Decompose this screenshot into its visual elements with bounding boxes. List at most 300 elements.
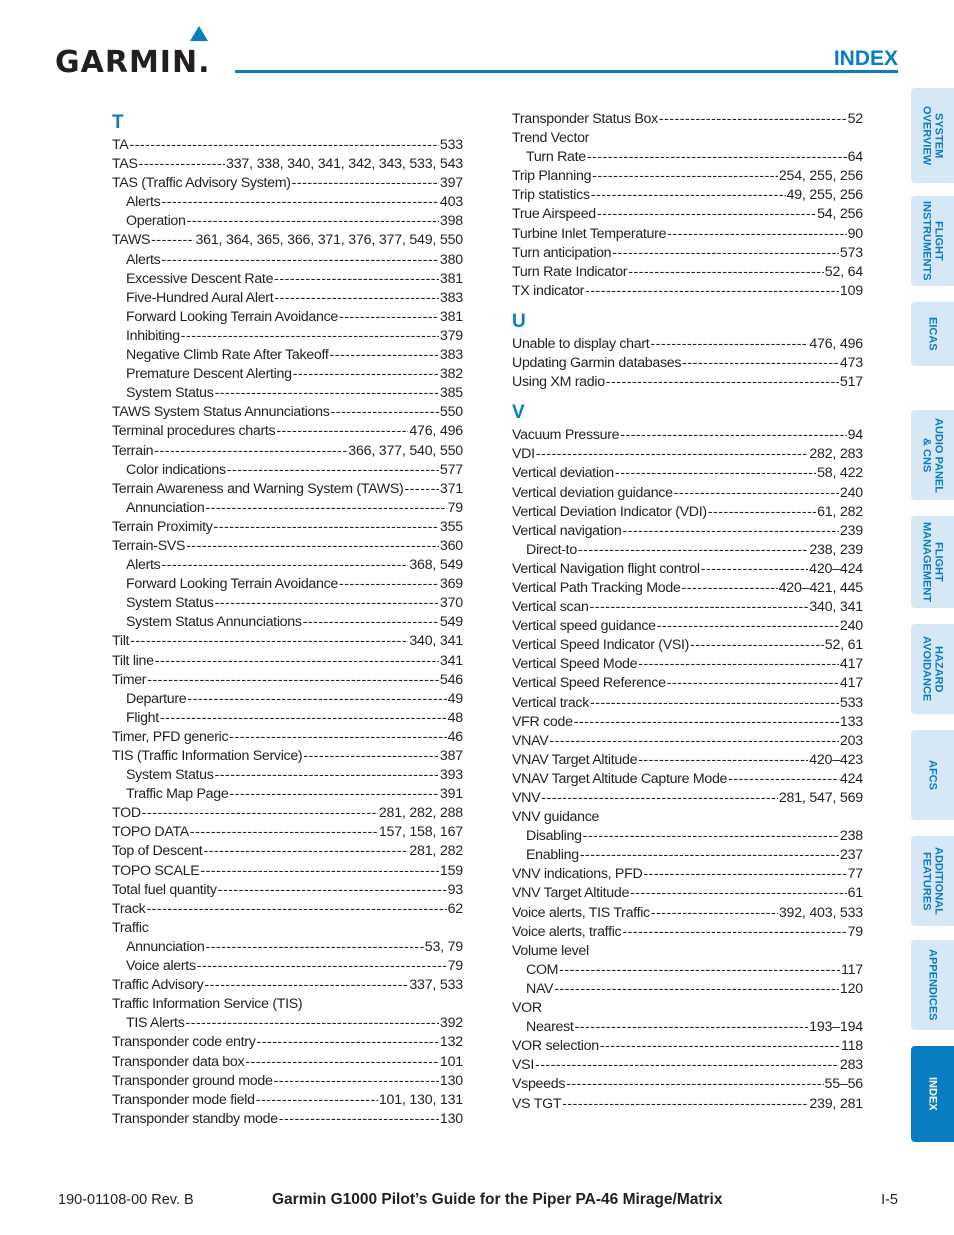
index-term: Enabling <box>526 847 579 864</box>
dash-leader <box>690 636 824 655</box>
dash-leader <box>535 1056 839 1075</box>
index-term: Vertical Speed Mode <box>512 656 638 673</box>
index-page-refs[interactable]: 133 <box>839 713 863 730</box>
index-entry <box>512 942 863 961</box>
index-page-refs[interactable]: 118 <box>840 1038 863 1055</box>
dash-leader <box>229 785 438 804</box>
section-tab-label: APPENDICES <box>926 949 939 1021</box>
index-page-refs[interactable]: 550 <box>439 404 463 421</box>
doc-title: Garmin G1000 Pilot’s Guide for the Piper PA-46 Mirage/Matrix <box>272 1191 723 1208</box>
index-page-refs[interactable]: 340, 341 <box>809 599 863 616</box>
index-page-refs[interactable]: 577 <box>439 461 463 478</box>
index-page-refs[interactable]: 385 <box>439 385 463 402</box>
index-entry <box>112 480 463 499</box>
dash-leader <box>215 766 439 785</box>
index-term: VSI <box>512 1057 534 1074</box>
index-term: Turn Rate <box>526 149 586 166</box>
index-term: VFR code <box>512 713 573 730</box>
index-page-refs[interactable]: 238, 239 <box>809 541 863 558</box>
index-subentry <box>112 556 463 575</box>
dash-leader <box>186 537 439 556</box>
index-page-refs[interactable]: 368, 549 <box>409 557 463 574</box>
index-page-refs[interactable]: 369 <box>439 576 463 593</box>
index-term: Using XM radio <box>512 374 605 391</box>
index-page-refs[interactable]: 109 <box>839 282 863 299</box>
dash-leader <box>187 212 439 231</box>
index-page-refs[interactable]: 397 <box>439 175 463 192</box>
index-page-refs[interactable]: 238 <box>839 828 863 845</box>
index-page-refs[interactable]: 337, 338, 340, 341, 342, 343, 533, 543 <box>226 156 463 173</box>
index-term: Tilt line <box>112 652 154 669</box>
index-term: Trip statistics <box>512 187 590 204</box>
index-page-refs[interactable]: 420–423 <box>809 751 863 768</box>
index-entry <box>112 747 463 766</box>
index-subentry <box>512 148 863 167</box>
index-term: VNV indications, PFD <box>512 866 643 883</box>
section-tab[interactable] <box>911 196 954 286</box>
index-term: TAWS System Status Annunciations <box>112 404 330 421</box>
index-page-refs[interactable]: 239, 281 <box>809 1095 863 1112</box>
dash-leader <box>615 464 816 483</box>
index-page-refs[interactable]: 517 <box>839 374 863 391</box>
index-entry <box>112 1053 463 1072</box>
index-page-refs[interactable]: 55–56 <box>824 1076 863 1093</box>
index-entry <box>112 652 463 671</box>
index-entry <box>512 770 863 789</box>
index-entry <box>112 900 463 919</box>
index-page-refs[interactable]: 159 <box>439 862 463 879</box>
index-entry <box>112 632 463 651</box>
index-page-refs[interactable]: 424 <box>839 770 863 787</box>
dash-leader <box>274 270 439 289</box>
dash-leader <box>536 445 809 464</box>
index-term: Forward Looking Terrain Avoidance <box>126 576 338 593</box>
index-page-refs[interactable]: 52 <box>847 111 863 127</box>
index-entry <box>512 636 863 655</box>
index-subentry <box>512 980 863 999</box>
dash-leader <box>339 308 439 327</box>
index-entry <box>512 484 863 503</box>
index-page-refs[interactable]: 337, 533 <box>409 977 463 994</box>
dash-leader <box>204 976 408 995</box>
index-letter-heading: T <box>112 112 124 133</box>
index-entry <box>112 1072 463 1091</box>
index-term: Transponder Status Box <box>512 111 658 127</box>
index-page-refs[interactable]: 473 <box>839 355 863 372</box>
section-tab-label: SYSTEM OVERVIEW <box>920 105 945 166</box>
index-subentry <box>112 461 463 480</box>
index-page-refs[interactable]: 157, 158, 167 <box>378 824 463 841</box>
index-page-refs[interactable]: 355 <box>439 518 463 535</box>
dash-leader <box>218 881 447 900</box>
dash-leader <box>638 751 808 770</box>
dash-leader <box>659 110 847 129</box>
index-page-refs[interactable]: 380 <box>439 251 463 268</box>
index-column-left <box>112 110 463 1129</box>
dash-leader <box>205 938 423 957</box>
index-entry <box>112 995 463 1014</box>
index-term: Turn anticipation <box>512 244 612 261</box>
dash-leader <box>728 770 839 789</box>
index-page-refs[interactable]: 476, 496 <box>409 423 463 440</box>
section-tab[interactable] <box>911 88 954 183</box>
index-entry <box>512 1056 863 1075</box>
index-page-refs[interactable]: 54, 256 <box>817 206 863 223</box>
index-page-refs[interactable]: 420–421, 445 <box>778 579 863 596</box>
index-entry <box>112 136 463 155</box>
index-subentry <box>512 541 863 560</box>
index-term: Top of Descent <box>112 843 203 860</box>
dash-leader <box>580 846 839 865</box>
index-term: True Airspeed <box>512 206 596 223</box>
index-page-refs[interactable]: 420–424 <box>809 560 863 577</box>
dash-leader <box>155 652 439 671</box>
index-page-refs[interactable]: 61 <box>847 885 863 902</box>
index-term: Traffic <box>112 919 149 936</box>
index-entry <box>512 1095 863 1114</box>
index-page-refs[interactable]: 476, 496 <box>809 335 863 352</box>
dash-leader <box>587 148 847 167</box>
index-entry <box>512 445 863 464</box>
index-term: Disabling <box>526 828 582 845</box>
index-page-refs[interactable]: 382 <box>439 366 463 383</box>
dash-leader <box>630 884 847 903</box>
index-entry <box>112 804 463 823</box>
index-page-refs[interactable]: 546 <box>439 671 463 688</box>
index-page-refs[interactable]: 392, 403, 533 <box>778 904 863 921</box>
index-term: Color indications <box>126 461 226 478</box>
dash-leader <box>161 193 438 212</box>
index-page-refs[interactable]: 403 <box>439 194 463 211</box>
index-subentry <box>112 365 463 384</box>
index-term: Forward Looking Terrain Avoidance <box>126 308 338 325</box>
index-page-refs[interactable]: 371 <box>439 480 463 497</box>
section-tab[interactable] <box>911 302 954 366</box>
index-entry <box>512 426 863 445</box>
index-entry <box>512 617 863 636</box>
dash-leader <box>257 1033 439 1052</box>
index-page-refs[interactable]: 130 <box>439 1072 463 1089</box>
index-page-refs[interactable]: 120 <box>839 980 863 997</box>
index-term: VNAV Target Altitude Capture Mode <box>512 770 728 787</box>
dash-leader <box>227 461 439 480</box>
index-page-refs[interactable]: 341 <box>439 652 463 669</box>
index-page-refs[interactable]: 240 <box>839 618 863 635</box>
index-page-refs[interactable]: 49, 255, 256 <box>786 187 863 204</box>
index-page-refs[interactable]: 193–194 <box>809 1019 863 1036</box>
index-page-refs[interactable]: 240 <box>839 484 863 501</box>
dash-leader <box>657 617 839 636</box>
index-page-refs[interactable]: 379 <box>439 327 463 344</box>
dash-leader <box>151 231 194 250</box>
index-entry <box>112 174 463 193</box>
index-term: Nearest <box>526 1019 574 1036</box>
index-page-refs[interactable]: 48 <box>447 709 463 726</box>
index-page-refs[interactable]: 46 <box>447 728 463 745</box>
index-entry <box>512 751 863 770</box>
dash-leader <box>161 556 408 575</box>
index-page-refs[interactable]: 101, 130, 131 <box>378 1091 463 1108</box>
index-term: Timer, PFD generic <box>112 728 229 745</box>
index-term: Vertical scan <box>512 599 589 616</box>
dash-leader <box>592 167 778 186</box>
index-subentry <box>512 1018 863 1037</box>
dash-leader <box>643 865 846 884</box>
index-page-refs[interactable]: 282, 283 <box>809 446 863 463</box>
index-entry <box>512 789 863 808</box>
dash-leader <box>591 186 786 205</box>
index-page-refs[interactable]: 417 <box>839 656 863 673</box>
index-entry <box>112 671 463 690</box>
index-page-refs[interactable]: 391 <box>439 786 463 803</box>
index-page-refs[interactable]: 533 <box>839 694 863 711</box>
index-page-refs[interactable]: 366, 377, 540, 550 <box>348 442 463 459</box>
index-page-refs[interactable]: 237 <box>839 847 863 864</box>
dash-leader <box>154 442 347 461</box>
index-page-refs[interactable]: 64 <box>847 149 863 166</box>
index-page-refs[interactable]: 254, 255, 256 <box>778 168 863 185</box>
index-subentry <box>112 594 463 613</box>
section-title: INDEX <box>833 47 898 70</box>
index-page-refs[interactable]: 132 <box>439 1034 463 1051</box>
index-page-refs[interactable]: 94 <box>847 427 863 444</box>
index-page-refs[interactable]: 239 <box>839 522 863 539</box>
dash-leader <box>274 1072 439 1091</box>
index-page-refs[interactable]: 130 <box>439 1110 463 1127</box>
index-page-refs[interactable]: 101 <box>439 1053 463 1070</box>
index-subentry <box>112 212 463 231</box>
section-tab[interactable] <box>911 516 954 608</box>
index-entry <box>112 1110 463 1129</box>
index-entry <box>112 518 463 537</box>
index-entry <box>512 808 863 827</box>
garmin-logo-text: GARMIN. <box>55 45 211 80</box>
index-entry <box>512 999 863 1018</box>
dash-leader <box>559 961 840 980</box>
section-tab-label: INDEX <box>926 1077 939 1111</box>
index-entry <box>512 732 863 751</box>
index-entry <box>512 522 863 541</box>
index-page-refs[interactable]: 90 <box>847 225 863 242</box>
index-page-refs[interactable]: 340, 341 <box>409 633 463 650</box>
index-page-refs[interactable]: 281, 547, 569 <box>778 790 863 806</box>
garmin-logo <box>55 26 220 80</box>
index-page-refs[interactable]: 392 <box>439 1015 463 1032</box>
index-entry <box>512 598 863 617</box>
index-term: TX indicator <box>512 282 585 299</box>
index-page-refs[interactable]: 283 <box>839 1057 863 1074</box>
dash-leader <box>293 365 439 384</box>
dash-leader <box>331 403 439 422</box>
index-page-refs[interactable]: 79 <box>447 499 463 516</box>
index-page-refs[interactable]: 79 <box>447 958 463 975</box>
index-subentry <box>112 499 463 518</box>
index-term: VNAV Target Altitude <box>512 751 638 768</box>
index-entry <box>512 923 863 942</box>
index-subentry <box>512 961 863 980</box>
index-term: Trend Vector <box>512 130 590 147</box>
index-term: Premature Descent Alerting <box>126 366 292 383</box>
index-term: Flight <box>126 709 159 726</box>
index-subentry <box>112 327 463 346</box>
index-page-refs[interactable]: 417 <box>839 675 863 692</box>
section-tab-label: AFCS <box>926 760 939 790</box>
index-entry <box>512 503 863 522</box>
index-page-refs[interactable]: 281, 282 <box>409 843 463 860</box>
section-tab[interactable] <box>911 410 954 500</box>
index-term: Transponder code entry <box>112 1034 256 1051</box>
index-term: Terrain-SVS <box>112 537 186 554</box>
index-subentry <box>112 785 463 804</box>
index-term: Voice alerts, TIS Traffic <box>512 904 650 921</box>
index-entry <box>112 442 463 461</box>
index-subentry <box>112 709 463 728</box>
dash-leader <box>190 823 378 842</box>
index-page-refs[interactable]: 381 <box>439 308 463 325</box>
index-term: VNV Target Altitude <box>512 885 630 902</box>
index-entry <box>512 129 863 148</box>
index-page-refs[interactable]: 53, 79 <box>424 938 463 955</box>
index-page-refs[interactable]: 381 <box>439 270 463 287</box>
dash-leader <box>606 373 839 392</box>
index-term: Five-Hundred Aural Alert <box>126 289 274 306</box>
index-page-refs[interactable]: 77 <box>847 866 863 883</box>
index-page-refs[interactable]: 58, 422 <box>817 465 863 482</box>
index-subentry <box>112 575 463 594</box>
index-page-refs[interactable]: 49 <box>447 690 463 707</box>
section-tab-label: FLIGHT INSTRUMENTS <box>920 201 945 281</box>
index-page-refs[interactable]: 370 <box>439 595 463 612</box>
index-page-refs[interactable]: 533 <box>439 137 463 153</box>
index-page-refs[interactable]: 361, 364, 365, 366, 371, 376, 377, 549, 550 <box>195 232 463 249</box>
index-entry <box>112 422 463 441</box>
dash-leader <box>274 289 439 308</box>
index-page-refs[interactable]: 62 <box>447 900 463 917</box>
index-term: TOPO DATA <box>112 824 189 841</box>
index-term: Vertical deviation <box>512 465 614 482</box>
index-term: Traffic Advisory <box>112 977 204 994</box>
dash-leader <box>628 263 824 282</box>
index-subentry <box>112 346 463 365</box>
index-entry <box>512 694 863 713</box>
index-term: Terrain <box>112 442 154 459</box>
dash-leader <box>583 827 839 846</box>
index-entry <box>512 110 863 129</box>
section-tab[interactable] <box>911 836 954 926</box>
index-page-refs[interactable]: 93 <box>447 881 463 898</box>
dash-leader <box>197 957 447 976</box>
index-entry <box>512 205 863 224</box>
index-term: Alerts <box>126 557 161 574</box>
index-term: Direct-to <box>526 541 577 558</box>
section-tab-label: HAZARD AVOIDANCE <box>920 636 945 702</box>
index-term: Vertical Path Tracking Mode <box>512 579 681 596</box>
index-term: System Status <box>126 595 214 612</box>
index-subentry <box>112 308 463 327</box>
index-term: Vertical track <box>512 694 590 711</box>
dash-leader <box>139 155 225 174</box>
index-subentry <box>112 938 463 957</box>
index-subentry <box>112 270 463 289</box>
index-page-refs[interactable]: 393 <box>439 767 463 784</box>
index-entry <box>112 231 463 250</box>
dash-leader <box>214 518 439 537</box>
index-page-refs[interactable]: 573 <box>839 244 863 261</box>
dash-leader <box>160 709 447 728</box>
index-page-refs[interactable]: 52, 64 <box>824 263 863 280</box>
index-term: Trip Planning <box>512 168 592 185</box>
index-entry <box>512 713 863 732</box>
index-entry <box>512 865 863 884</box>
dash-leader <box>574 713 839 732</box>
dash-leader <box>650 335 808 354</box>
dash-leader <box>146 900 446 919</box>
index-page-refs[interactable]: 383 <box>439 289 463 306</box>
index-page-refs[interactable]: 52, 61 <box>824 637 863 654</box>
index-entry <box>512 335 863 354</box>
index-term: Terrain Proximity <box>112 518 213 535</box>
dash-leader <box>682 579 778 598</box>
dash-leader <box>147 671 439 690</box>
index-subentry <box>112 613 463 632</box>
index-entry <box>112 1033 463 1052</box>
index-entry <box>512 674 863 693</box>
section-tab[interactable] <box>911 624 954 714</box>
index-letter-heading: V <box>512 402 525 424</box>
index-term: System Status <box>126 385 214 402</box>
index-page-refs[interactable]: 398 <box>439 213 463 230</box>
index-page-refs[interactable]: 383 <box>439 347 463 364</box>
dash-leader <box>590 598 809 617</box>
index-term: TOD <box>112 805 141 822</box>
index-page-refs[interactable]: 281, 282, 288 <box>378 805 463 822</box>
dash-leader <box>708 503 816 522</box>
index-page-refs[interactable]: 79 <box>847 923 863 940</box>
index-page-refs[interactable]: 387 <box>439 748 463 764</box>
index-page-refs[interactable]: 360 <box>439 537 463 554</box>
index-term: Terminal procedures charts <box>112 423 276 440</box>
dash-leader <box>575 1018 809 1037</box>
index-term: Transponder ground mode <box>112 1072 273 1089</box>
index-entry <box>112 537 463 556</box>
index-entry <box>512 186 863 205</box>
index-term: Operation <box>126 213 186 230</box>
index-term: VNV <box>512 790 541 806</box>
dash-leader <box>612 244 839 263</box>
dash-leader <box>562 1095 808 1114</box>
index-term: Vertical deviation guidance <box>512 484 673 501</box>
index-entry <box>512 1075 863 1094</box>
section-tab[interactable] <box>911 1046 954 1142</box>
index-page-refs[interactable]: 203 <box>839 732 863 749</box>
index-entry <box>512 884 863 903</box>
header-rule <box>235 70 898 73</box>
index-page-refs[interactable]: 61, 282 <box>817 503 863 520</box>
index-term: Vertical Speed Indicator (VSI) <box>512 637 690 654</box>
index-page-refs[interactable]: 117 <box>840 961 863 978</box>
index-term: Vertical Deviation Indicator (VDI) <box>512 503 707 520</box>
dash-leader <box>585 282 839 301</box>
section-tab[interactable] <box>911 940 954 1030</box>
dash-leader <box>549 732 839 751</box>
index-term: TA <box>112 137 129 153</box>
dash-leader <box>215 384 439 403</box>
dash-leader <box>205 499 446 518</box>
index-term: Turbine Inlet Temperature <box>512 225 667 242</box>
index-entry <box>512 655 863 674</box>
section-tab[interactable] <box>911 730 954 820</box>
index-page-refs[interactable]: 549 <box>439 614 463 631</box>
